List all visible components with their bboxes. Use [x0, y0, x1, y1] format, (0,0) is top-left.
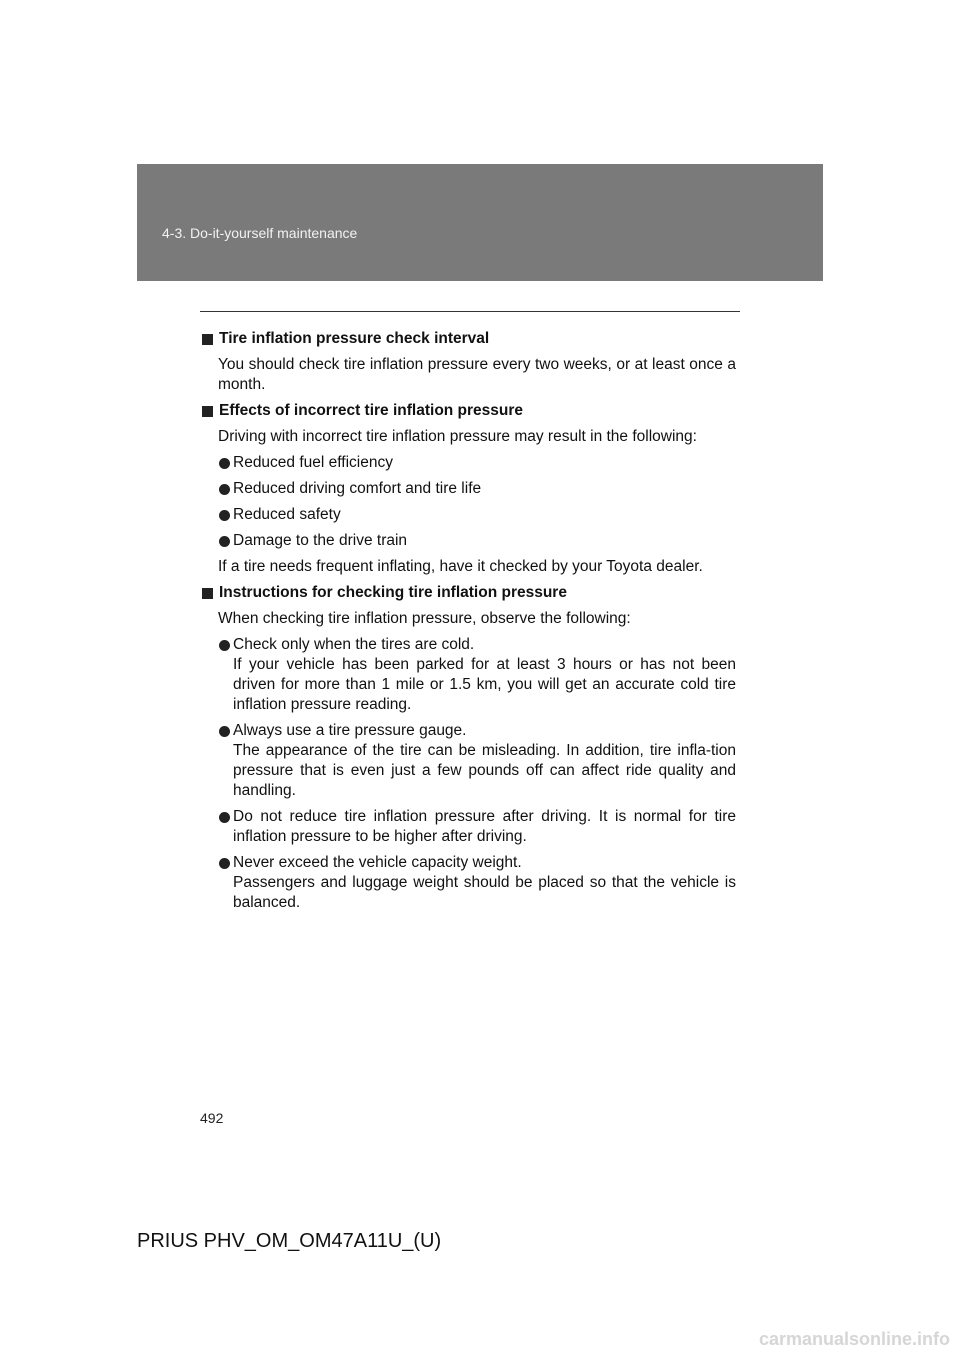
- paragraph: You should check tire inflation pressure every two weeks, or at least once a month.: [218, 356, 736, 393]
- document-code: PRIUS PHV_OM_OM47A11U_(U): [137, 1230, 442, 1252]
- section-heading: [202, 329, 736, 349]
- round-bullet-icon: [219, 536, 230, 547]
- bullet-item: [202, 807, 736, 847]
- square-bullet-icon: [202, 334, 213, 345]
- square-bullet-icon: [202, 406, 213, 417]
- paragraph: When checking tire inflation pressure, observe the following:: [218, 610, 631, 627]
- bullet-text: Reduced fuel efficiency: [233, 454, 393, 471]
- header-band: [137, 164, 823, 281]
- bullet-item: [202, 453, 736, 473]
- paragraph: Driving with incorrect tire inflation pressure may result in the following:: [218, 428, 697, 445]
- bullet-text: Reduced driving comfort and tire life: [233, 480, 482, 497]
- round-bullet-icon: [219, 510, 230, 521]
- round-bullet-icon: [219, 458, 230, 469]
- round-bullet-icon: [219, 812, 230, 823]
- content-body: [202, 329, 736, 919]
- section-heading: [202, 401, 736, 421]
- watermark: carmanualsonline.info: [758, 1329, 950, 1349]
- bullet-item: [202, 505, 736, 525]
- bullet-text: Do not reduce tire inflation pressure after driving. It is normal for tire inflation pressure to be higher after driving.: [233, 808, 736, 845]
- section-heading-text: Tire inflation pressure check interval: [219, 330, 490, 347]
- bullet-text: Check only when the tires are cold.: [233, 636, 475, 653]
- bullet-detail: If your vehicle has been parked for at least 3 hours or has not been driven for more than 1 mile or 1.5 km, you will get an accurate cold tire inflation pressure reading.: [233, 656, 736, 713]
- section-heading: [202, 583, 736, 603]
- bullet-text: Always use a tire pressure gauge.: [233, 722, 467, 739]
- bullet-detail: Passengers and luggage weight should be placed so that the vehicle is balanced.: [233, 874, 736, 911]
- square-bullet-icon: [202, 588, 213, 599]
- page-number: 492: [200, 1110, 224, 1126]
- round-bullet-icon: [219, 640, 230, 651]
- round-bullet-icon: [219, 858, 230, 869]
- section-heading-text: Effects of incorrect tire inflation pressure: [219, 402, 524, 419]
- bullet-item: [202, 721, 736, 801]
- bullet-text: Never exceed the vehicle capacity weight.: [233, 854, 522, 871]
- bullet-item: [202, 853, 736, 913]
- bullet-item: [202, 531, 736, 551]
- section-heading-text: Instructions for checking tire inflation pressure: [219, 584, 567, 601]
- round-bullet-icon: [219, 726, 230, 737]
- bullet-text: Reduced safety: [233, 506, 341, 523]
- bullet-item: [202, 479, 736, 499]
- section-title: 4-3. Do-it-yourself maintenance: [162, 225, 358, 241]
- bullet-text: Damage to the drive train: [233, 532, 408, 549]
- bullet-detail: The appearance of the tire can be misleading. In addition, tire infla-tion pressure that is even just a few pounds off can affect ride quality and handling.: [233, 742, 736, 799]
- paragraph: If a tire needs frequent inflating, have it checked by your Toyota dealer.: [218, 558, 703, 575]
- round-bullet-icon: [219, 484, 230, 495]
- header-rule: [200, 311, 740, 312]
- bullet-item: [202, 635, 736, 715]
